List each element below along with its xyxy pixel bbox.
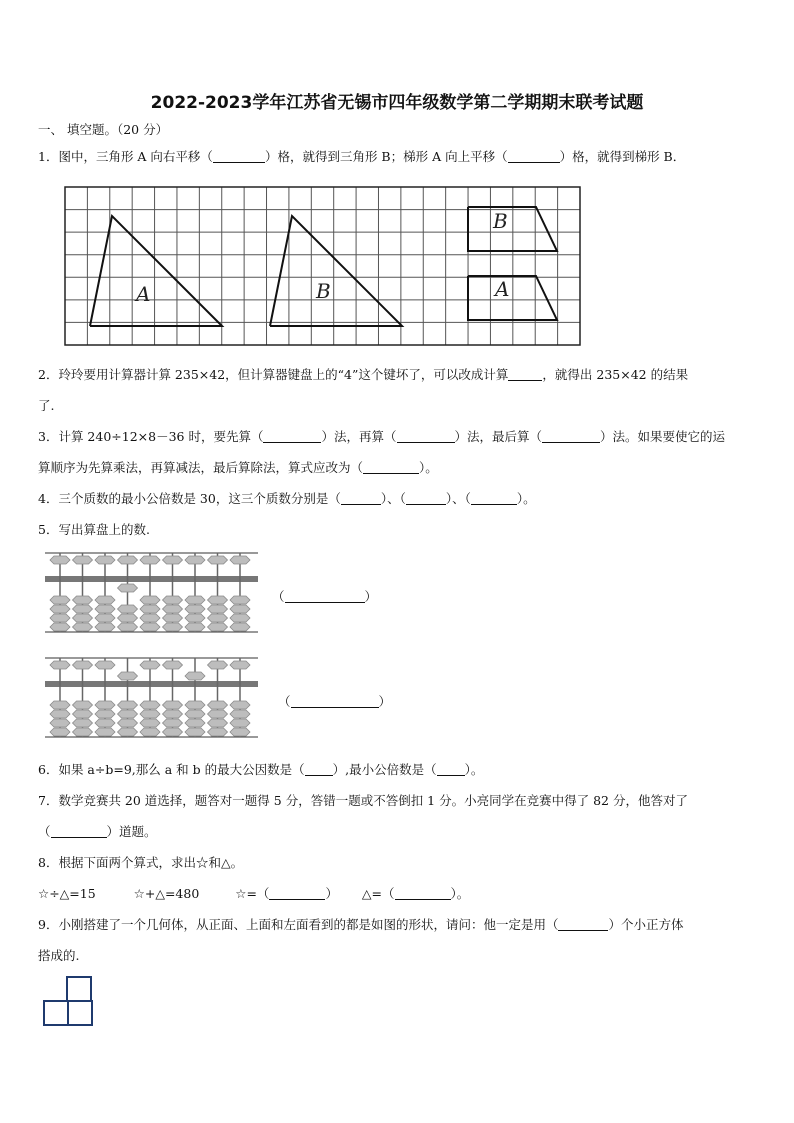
abacus-bead	[118, 719, 138, 727]
q4-blank-3[interactable]	[471, 492, 517, 505]
abacus-bead	[230, 614, 250, 622]
abacus-bead	[95, 661, 115, 669]
abacus-bead	[163, 623, 183, 631]
question-7: 7．数学竞赛共 20 道选择，题答对一题得 5 分，答错一题或不答倒扣 1 分。小亮同学在竞赛中得了 82 分，他答对了	[38, 793, 688, 808]
abacus-bead	[208, 556, 228, 564]
abacus-bead	[230, 556, 250, 564]
q6-text: 6．如果 a÷b=9,那么 a 和 b 的最大公因数是（	[38, 762, 305, 777]
abacus-bead	[230, 596, 250, 604]
abacus-bead	[95, 701, 115, 709]
q8-eq2: ☆+△=480	[133, 886, 200, 901]
abacus-2	[40, 655, 270, 740]
question-6	[38, 760, 483, 778]
q2-text: 2．玲玲要用计算器计算 235×42，但计算器键盘上的“4”这个键坏了，可以改成计算	[38, 367, 509, 382]
q2-blank[interactable]	[508, 368, 542, 381]
page-title: 2022-2023学年江苏省无锡市四年级数学第二学期期末联考试题	[150, 93, 644, 113]
question-1	[38, 147, 685, 165]
q4-blank-1[interactable]	[341, 492, 381, 505]
abacus-bead	[230, 719, 250, 727]
abacus-bead	[73, 556, 93, 564]
abacus-bead	[230, 661, 250, 669]
abacus-bead	[95, 623, 115, 631]
q7-line2: （ ）道题。	[38, 824, 157, 839]
q6-text: ）。	[464, 762, 484, 777]
abacus-bead	[163, 556, 183, 564]
q3-text: ）法，再算（	[321, 429, 397, 444]
abacus-bead	[73, 605, 93, 613]
abacus-bead	[163, 719, 183, 727]
abacus-bead	[118, 605, 138, 613]
abacus-bead	[50, 556, 70, 564]
abacus-bead	[118, 728, 138, 736]
abacus-bead	[185, 719, 205, 727]
abacus-bead	[140, 623, 160, 631]
abacus-2-blank[interactable]	[291, 695, 379, 708]
question-4	[38, 489, 536, 507]
abacus-bead	[230, 623, 250, 631]
abacus-bead	[73, 661, 93, 669]
abacus-bead	[73, 596, 93, 604]
abacus-bead	[230, 710, 250, 718]
abacus-beam	[45, 576, 258, 582]
abacus-bead	[208, 710, 228, 718]
abacus-1-blank[interactable]	[285, 590, 365, 603]
abacus-bead	[208, 623, 228, 631]
cube-view-figure	[42, 975, 96, 1029]
q4-blank-2[interactable]	[406, 492, 446, 505]
abacus-bead	[118, 701, 138, 709]
abacus-bead	[50, 596, 70, 604]
abacus-bead	[208, 605, 228, 613]
abacus-beam	[45, 681, 258, 687]
abacus-bead	[163, 701, 183, 709]
abacus-bead	[230, 728, 250, 736]
cube-bottom-left	[44, 1001, 68, 1025]
abacus-bead	[118, 623, 138, 631]
q7-blank[interactable]	[51, 825, 107, 838]
q3-line2	[38, 458, 438, 476]
abacus-1	[40, 550, 270, 635]
question-5: 5．写出算盘上的数.	[38, 522, 150, 537]
q3-blank-4[interactable]	[363, 461, 419, 474]
q3-text: ）法，最后算（	[454, 429, 543, 444]
abacus-bead	[73, 710, 93, 718]
abacus-bead	[50, 728, 70, 736]
abacus-bead	[230, 701, 250, 709]
q3-text: ）法。如果要使它的运	[600, 429, 726, 444]
q8-equations: ☆÷△=15 ☆+△=480 ☆=（ ） △=（ ）。	[38, 886, 470, 901]
abacus-bead	[208, 728, 228, 736]
abacus-bead	[185, 623, 205, 631]
question-2	[38, 365, 688, 383]
question-3	[38, 427, 725, 445]
q2-text: ，就得出 235×42 的结果	[542, 367, 689, 382]
abacus-bead	[118, 672, 138, 680]
abacus-bead	[118, 710, 138, 718]
abacus-bead	[95, 556, 115, 564]
abacus-bead	[50, 710, 70, 718]
q3-text: 3．计算 240÷12×8－36 时，要先算（	[38, 429, 264, 444]
abacus-bead	[118, 556, 138, 564]
abacus-bead	[73, 701, 93, 709]
abacus-bead	[208, 661, 228, 669]
abacus-bead	[185, 672, 205, 680]
abacus-bead	[185, 556, 205, 564]
abacus-bead	[185, 614, 205, 622]
q1-text: ）格，就得到三角形 B；梯形 A 向上平移（	[264, 149, 508, 164]
q6-text: ）,最小公倍数是（	[332, 762, 437, 777]
label-triangle-a: A	[136, 282, 151, 306]
abacus-bead	[73, 728, 93, 736]
q2-line2: 了.	[38, 398, 55, 413]
abacus-bead	[185, 605, 205, 613]
abacus-bead	[163, 728, 183, 736]
abacus-bead	[73, 623, 93, 631]
abacus-bead	[163, 661, 183, 669]
abacus-bead	[73, 614, 93, 622]
abacus-bead	[50, 614, 70, 622]
abacus-bead	[50, 605, 70, 613]
abacus-bead	[140, 701, 160, 709]
abacus-bead	[185, 710, 205, 718]
section-heading: 一、 填空题。（20 分）	[38, 122, 169, 137]
abacus-bead	[50, 719, 70, 727]
q6-blank-2[interactable]	[437, 763, 465, 776]
abacus-bead	[140, 556, 160, 564]
cube-bottom-right	[68, 1001, 92, 1025]
q6-blank-1[interactable]	[305, 763, 333, 776]
abacus-bead	[208, 596, 228, 604]
abacus-bead	[163, 614, 183, 622]
abacus-bead	[118, 614, 138, 622]
abacus-bead	[163, 605, 183, 613]
abacus-bead	[140, 661, 160, 669]
abacus-bead	[185, 596, 205, 604]
abacus-bead	[140, 710, 160, 718]
q3-blank-1[interactable]	[263, 430, 321, 443]
abacus-bead	[140, 605, 160, 613]
q1-text: ）格，就得到梯形 B．	[559, 149, 686, 164]
q8-eq1: ☆÷△=15	[38, 886, 96, 901]
q4-text: ）、（	[380, 491, 406, 506]
abacus-bead	[73, 719, 93, 727]
q1-blank-1[interactable]	[213, 150, 265, 163]
label-trapezoid-b: B	[493, 209, 508, 233]
q3-blank-3[interactable]	[542, 430, 600, 443]
question-9: 9．小刚搭建了一个几何体，从正面、上面和左面看到的都是如图的形状，请问：他一定是用（ ）个小正方体	[38, 917, 684, 932]
abacus-bead	[95, 596, 115, 604]
abacus-bead	[95, 728, 115, 736]
q8-blank-2[interactable]	[395, 887, 451, 900]
q9-blank[interactable]	[558, 918, 608, 931]
translation-grid-figure	[60, 180, 585, 352]
abacus-bead	[208, 719, 228, 727]
q3-text: 算顺序为先算乘法，再算减法，最后算除法，算式应改为（	[38, 460, 364, 475]
abacus-bead	[50, 623, 70, 631]
abacus-bead	[163, 596, 183, 604]
abacus-bead	[140, 596, 160, 604]
label-triangle-b: B	[316, 279, 331, 303]
question-8: 8．根据下面两个算式，求出☆和△。	[38, 855, 244, 870]
abacus-bead	[118, 584, 138, 592]
q4-text: ）、（	[445, 491, 471, 506]
q4-text: 4．三个质数的最小公倍数是 30，这三个质数分别是（	[38, 491, 341, 506]
abacus-bead	[140, 614, 160, 622]
q9-line2: 搭成的.	[38, 948, 80, 963]
abacus-bead	[140, 719, 160, 727]
abacus-bead	[50, 661, 70, 669]
q3-text: ）。	[419, 460, 438, 475]
label-trapezoid-a: A	[495, 277, 510, 301]
abacus-bead	[163, 710, 183, 718]
abacus-bead	[208, 701, 228, 709]
q1-text: 1．图中，三角形 A 向右平移（	[38, 149, 213, 164]
q4-text: ）。	[516, 491, 536, 506]
abacus-1-answer: （ ）	[272, 589, 378, 604]
q3-blank-2[interactable]	[397, 430, 455, 443]
abacus-bead	[230, 605, 250, 613]
q1-blank-2[interactable]	[508, 150, 560, 163]
q8-blank-1[interactable]	[269, 887, 325, 900]
cube-top	[67, 977, 91, 1001]
abacus-2-answer: （ ）	[278, 694, 392, 709]
abacus-bead	[95, 605, 115, 613]
abacus-bead	[208, 614, 228, 622]
abacus-bead	[185, 728, 205, 736]
abacus-bead	[95, 614, 115, 622]
abacus-bead	[95, 719, 115, 727]
abacus-bead	[50, 701, 70, 709]
abacus-bead	[185, 701, 205, 709]
abacus-bead	[95, 710, 115, 718]
abacus-bead	[140, 728, 160, 736]
